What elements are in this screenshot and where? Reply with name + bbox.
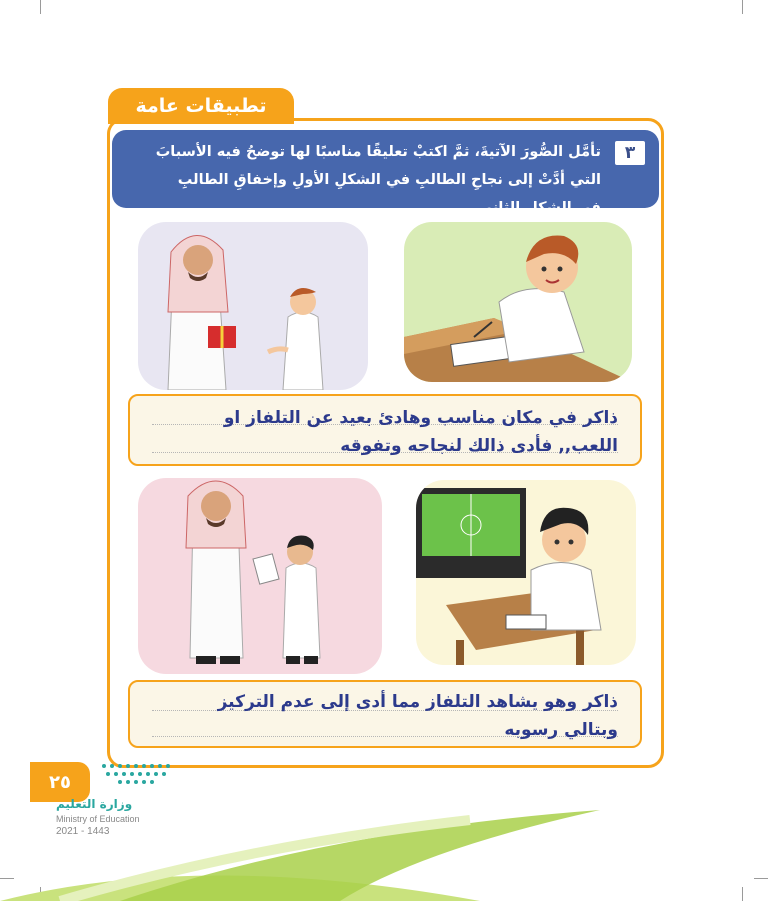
answer-box-first	[128, 394, 642, 466]
answer-box-second	[128, 680, 642, 748]
crop-mark	[742, 0, 743, 14]
boy-tv-illustration	[416, 480, 636, 665]
father-gift-illustration	[138, 222, 368, 390]
illustration-father-disappointed	[138, 478, 382, 674]
section-tab-label: تطبيقات عامة	[135, 95, 267, 117]
answer-second-line1: ذاكر وهو يشاهد التلفاز مما أدى إلى عدم التركيز	[217, 692, 618, 712]
question-text: تأمَّل الصُّورَ الآتيةَ، ثمَّ اكتبْ تعليقًا مناسبًا لها توضحُ فيه الأسبابَ التي أدَّتْ إلى نجاحِ الطالبِ في الشكلِ الأولِ وإخفاقِ الطالبِ في الشكلِ الثاني.	[155, 144, 601, 216]
answer-second-line2: وبتالي رسوبه	[504, 720, 618, 740]
boy-studying-illustration	[404, 222, 632, 382]
ministry-name-english: Ministry of Education	[56, 814, 140, 824]
illustration-father-gift	[138, 222, 368, 390]
section-tab	[108, 88, 294, 124]
edition-year: 2021 - 1443	[56, 826, 110, 837]
question-box	[112, 130, 659, 216]
answer-first-line1: ذاكر في مكان مناسب وهادئ بعيد عن التلفاز او	[223, 408, 618, 428]
ministry-name-arabic: وزارة التعليم	[56, 797, 133, 811]
crop-mark	[40, 0, 41, 14]
father-paper-illustration	[138, 478, 382, 674]
answer-first-line2: اللعب,, فأدى ذالك لنجاحه وتفوقه	[340, 436, 618, 456]
question-number: ٣	[615, 141, 645, 165]
ministry-logo-icon	[94, 758, 184, 792]
illustration-studying-tv	[416, 480, 636, 665]
illustration-studying-quiet	[404, 222, 632, 382]
page-number: ٢٥	[30, 762, 90, 802]
